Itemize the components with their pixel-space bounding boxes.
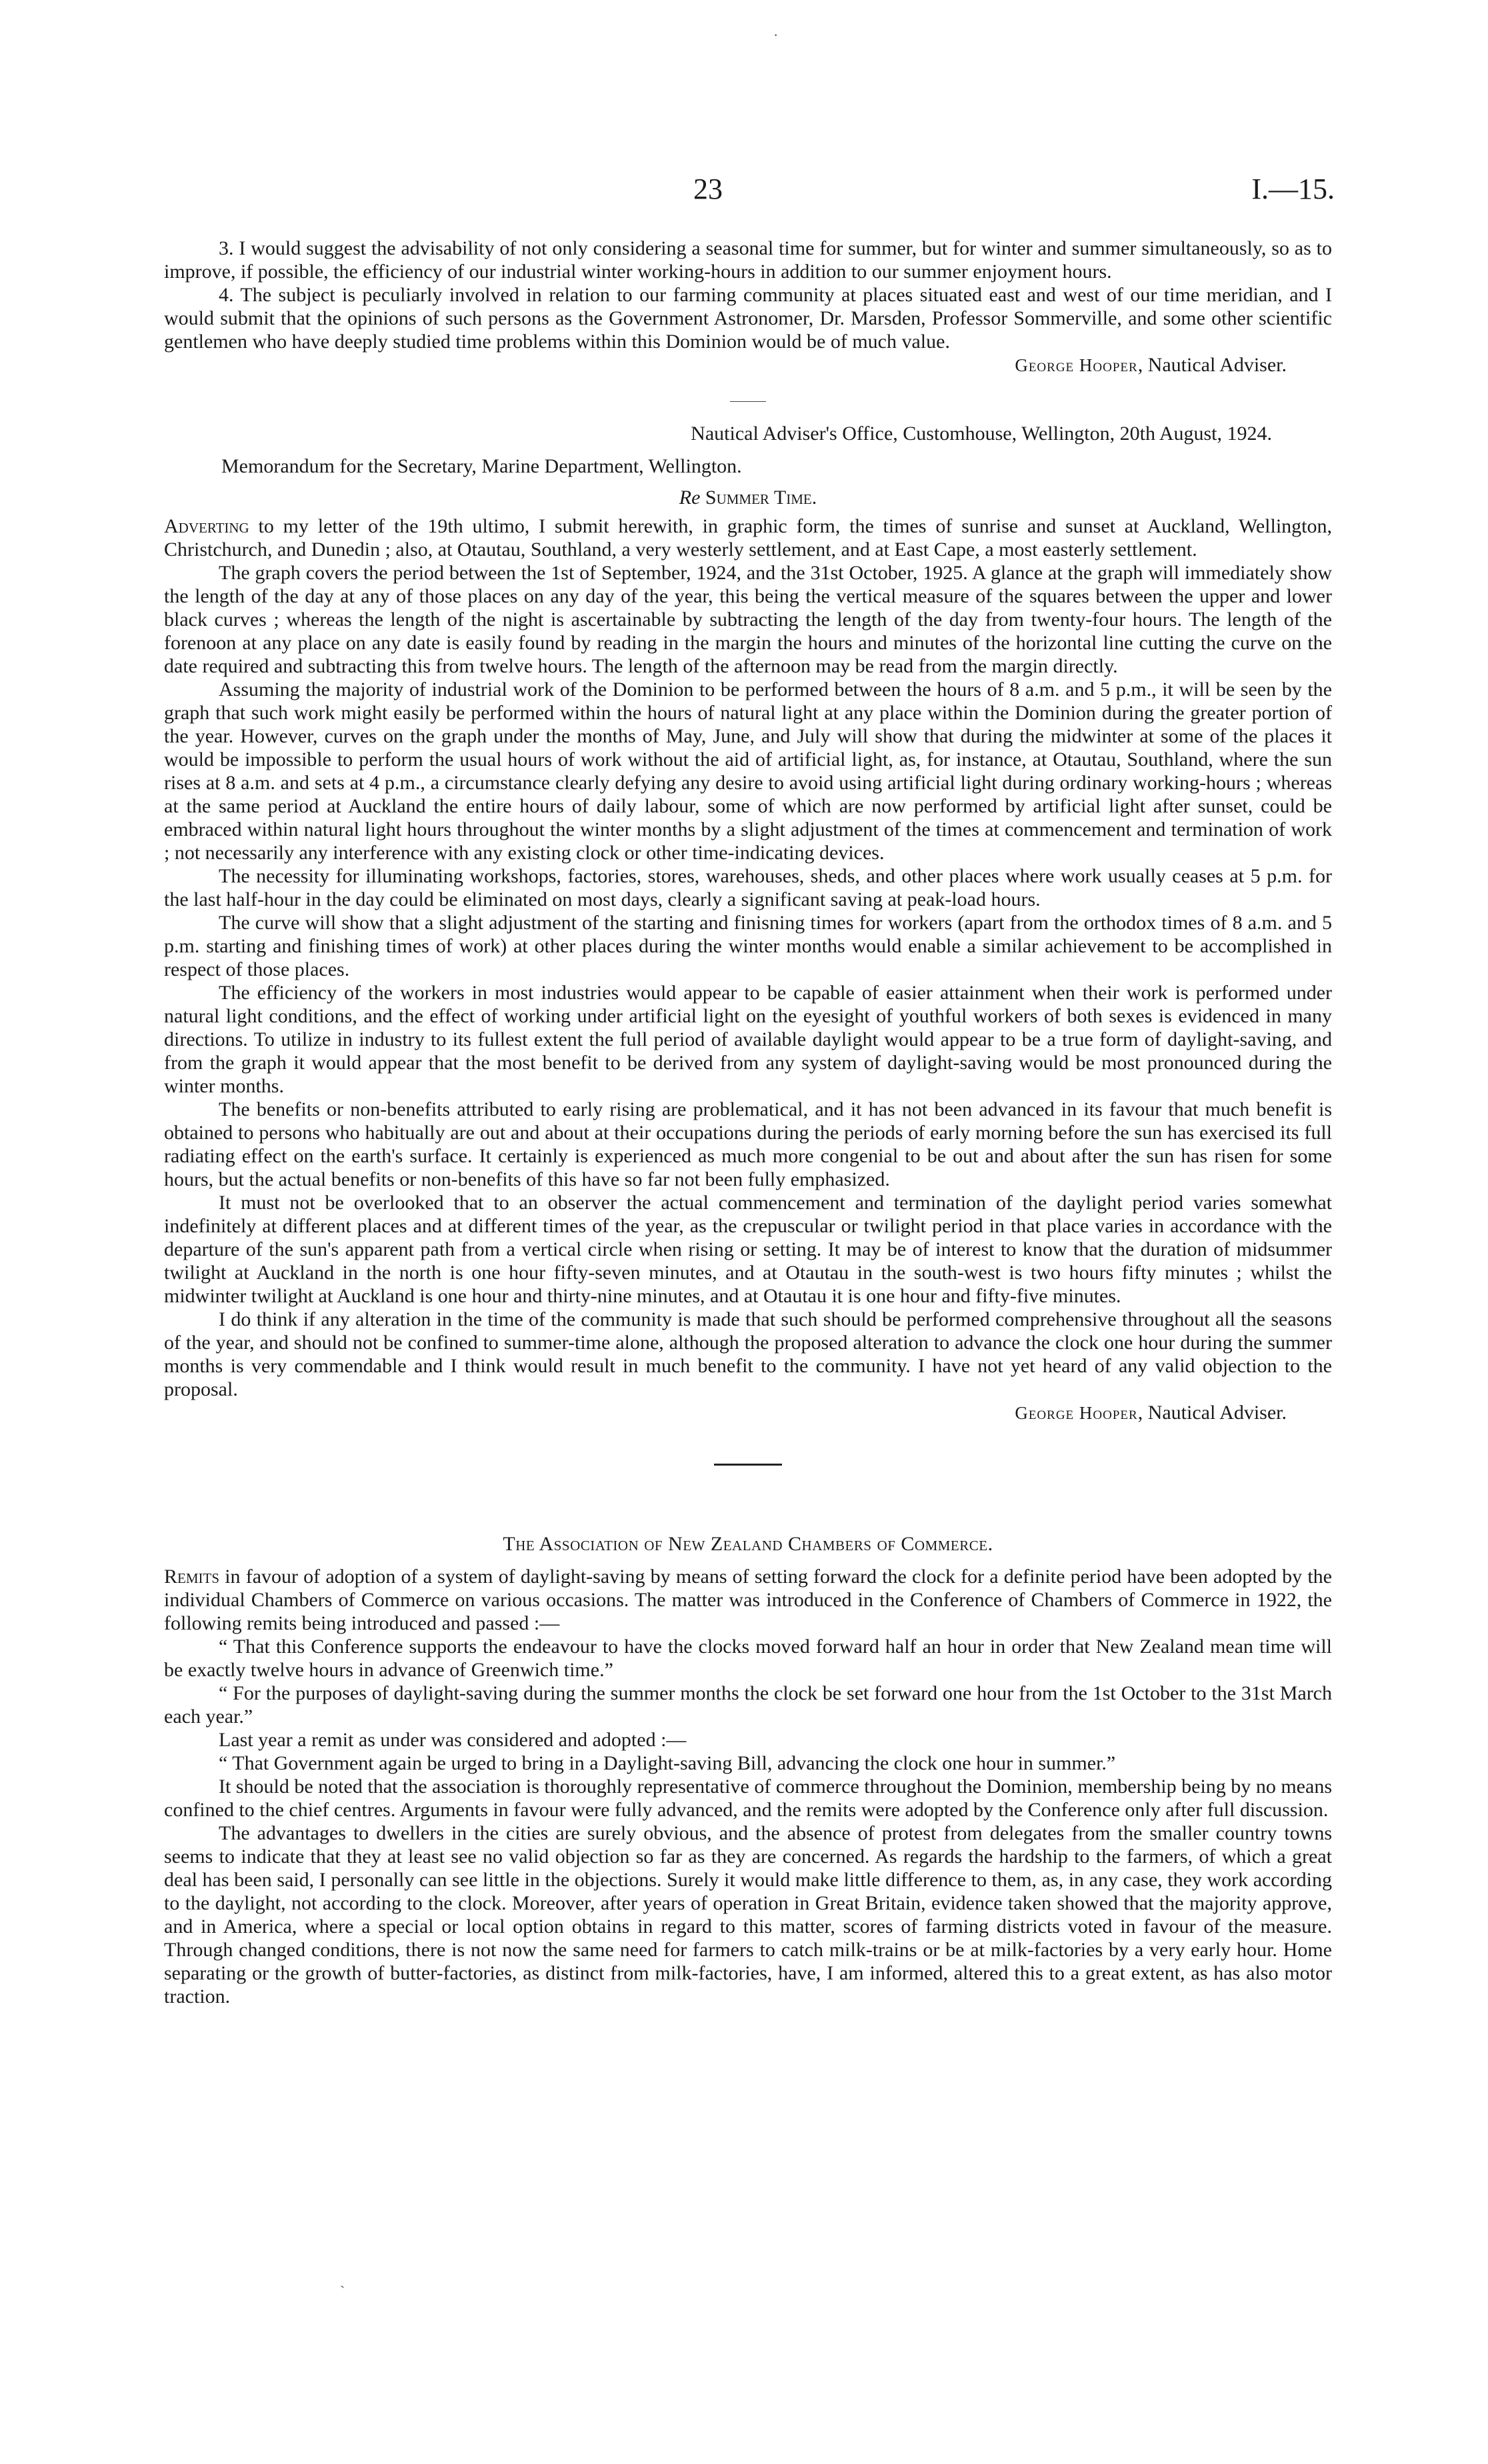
paragraph: “ For the purposes of daylight-saving during the summer months the clock be set forward one hour from the 1st October to the 31st March each year.” bbox=[164, 1682, 1332, 1728]
section-divider bbox=[714, 1464, 782, 1466]
memorandum-line: Memorandum for the Secretary, Marine Department, Wellington. bbox=[221, 455, 742, 477]
paragraph: 3. I would suggest the advisability of not only considering a seasonal time for summer, but for winter and summer simultaneously, so as to improve, if possible, the efficiency of our industrial winter working-hours in addition to our summer enjoyment hours. bbox=[164, 237, 1332, 283]
paragraph: It should be noted that the association is thoroughly representative of commerce throughout the Dominion, membership being by no means confined to the chief centres. Arguments in favour were fully advanced, and the remits were adopted by the Conference only after full discussion. bbox=[164, 1776, 1332, 1821]
paragraph: “ That this Conference supports the endeavour to have the clocks moved forward half an hour in order that New Zealand mean time will be exactly twelve hours in advance of Greenwich time.” bbox=[164, 1636, 1332, 1681]
page-content bbox=[164, 237, 1332, 2008]
letter-one bbox=[164, 237, 1332, 377]
paragraph: Assuming the majority of industrial work of the Dominion to be performed between the hours of 8 a.m. and 5 p.m., it will be seen by the graph that such work might easily be performed within the hours of natural light at any place within the Dominion during the greater portion of the year. However, curves on the graph under the months of May, June, and July will show that during the midwinter at some of the places it would be impossible to perform the usual hours of work without the aid of artificial light, as, for instance, at Otautau, Southland, where the sun rises at 8 a.m. and sets at 4 p.m., a circumstance clearly defying any desire to avoid using artificial light during ordinary working-hours ; whereas at the same period at Auckland the entire hours of daily labour, some of which are now performed by artificial light after sunset, could be embraced within natural light hours throughout the winter months by a slight adjustment of the times at commencement and termination of work ; not necessarily any interference with any existing clock or other time-indicating devices. bbox=[164, 678, 1332, 864]
signature-name: George Hooper bbox=[1015, 1403, 1138, 1423]
paragraph: 4. The subject is peculiarly involved in relation to our farming community at places situated east and west of our time meridian, and I would submit that the opinions of such persons as the Government Astronomer, Dr. Marsden, Professor Sommerville, and some other scientific gentlemen who have deeply studied time problems within this Dominion would be of much value. bbox=[164, 284, 1332, 353]
paragraph: The advantages to dwellers in the cities are surely obvious, and the absence of protest from delegates from the smaller country towns seems to indicate that they at least see no valid objection so far as they are concerned. As regards the hardship to the farmers, of which a great deal has been said, I personally can see little in the objections. Surely it would make little difference to them, as, in any case, they work according to the daylight, not according to the clock. Moreover, after years of operation in Great Britain, evidence taken showed that the majority approve, and in America, where a special or local option obtains in regard to this matter, scores of farming districts voted in favour of the measure. Through changed conditions, there is not now the same need for farmers to catch milk-trains or be at milk-factories by a very early hour. Home separating or the growth of butter-factories, as distinct from milk-factories, have, I am informed, altered this to a great extent, as has also motor traction. bbox=[164, 1822, 1332, 2007]
lead-word: Adverting bbox=[164, 515, 249, 537]
paragraph: I do think if any alteration in the time of the community is made that such should be performed comprehensive throughout all the seasons of the year, and should not be confined to summer-time alone, although the proposed alteration to advance the clock one hour during the summer months is very commendable and I think would result in much benefit to the community. I have not yet heard of any valid objection to the proposal. bbox=[164, 1308, 1332, 1400]
paragraph bbox=[164, 1565, 1332, 1635]
top-mark: · bbox=[773, 27, 779, 43]
chambers-of-commerce-section bbox=[164, 1532, 1332, 2008]
paragraph: The necessity for illuminating workshops, factories, stores, warehouses, sheds, and other places where work usually ceases at 5 p.m. for the last half-hour in the day could be eliminated on most days, clearly a significant saving at peak-load hours. bbox=[164, 865, 1332, 910]
page-number: 23 bbox=[693, 173, 723, 205]
paragraph: “ That Government again be urged to bring in a Daylight-saving Bill, advancing the clock one hour in summer.” bbox=[219, 1752, 1116, 1774]
separator-rule bbox=[730, 401, 766, 402]
document-reference: I.—15. bbox=[1251, 173, 1335, 205]
re-subject: Summer Time. bbox=[705, 487, 817, 509]
signature-title: , Nautical Adviser. bbox=[1137, 354, 1287, 376]
paragraph: It must not be overlooked that to an observer the actual commencement and termination of the daylight period varies somewhat indefinitely at different places and at different times of the year, as the crepuscular or twilight period in that place varies in accordance with the departure of the sun's apparent path from a vertical circle when rising or setting. It may be of interest to know that the duration of midsummer twilight at Auckland in the north is one hour fifty-seven minutes, and at Otautau in the south-west is two hours fifty minutes ; whilst the midwinter twilight at Auckland is one hour and thirty-nine minutes, and at Otautau it is one hour and fifty-five minutes. bbox=[164, 1192, 1332, 1307]
section-heading: The Association of New Zealand Chambers of Commerce. bbox=[503, 1533, 993, 1555]
paragraph: Last year a remit as under was considered and adopted :— bbox=[219, 1729, 687, 1751]
paragraph-text: in favour of adoption of a system of daylight-saving by means of setting forward the clock for a definite period have been adopted by the individual Chambers of Commerce on various occasions. The matter was introduced in the Conference of Chambers of Commerce in 1922, the following remits being introduced and passed :— bbox=[164, 1566, 1332, 1634]
paragraph: The benefits or non-benefits attributed to early rising are problematical, and it has not been advanced in its favour that much benefit is obtained to persons who habitually are out and about at their occupations during the periods of early morning before the sun has exercised its full radiating effect on the earth's surface. It certainly is experienced as much more congenial to be out and about after the sun has risen for some hours, but the actual benefits or non-benefits of this have so far not been fully emphasized. bbox=[164, 1098, 1332, 1190]
bottom-mark: ˋ bbox=[340, 2283, 345, 2299]
dateline: Nautical Adviser's Office, Customhouse, Wellington, 20th August, 1924. bbox=[691, 423, 1272, 445]
lead-word: Remits bbox=[164, 1566, 220, 1588]
subject-line bbox=[164, 486, 1332, 509]
signature-title: , Nautical Adviser. bbox=[1137, 1402, 1287, 1424]
signature bbox=[164, 1401, 1332, 1425]
paragraph: The graph covers the period between the 1st of September, 1924, and the 31st October, 1925. A glance at the graph will immediately show the length of the day at any of those places on any day of the year, this being the vertical measure of the squares between the upper and lower black curves ; whereas the length of the night is ascertainable by subtracting the length of the day from twenty-four hours. The length of the forenoon at any place on any date is easily found by reading in the margin the hours and minutes of the horizontal line cutting the curve on the date required and subtracting this from twelve hours. The length of the afternoon may be read from the margin directly. bbox=[164, 562, 1332, 677]
paragraph bbox=[164, 515, 1332, 561]
signature-name: George Hooper bbox=[1015, 355, 1138, 375]
paragraph: The curve will show that a slight adjustment of the starting and finisning times for workers (apart from the orthodox times of 8 a.m. and 5 p.m. starting and finishing times of work) at other places during the winter months would enable a similar achievement to be accomplished in respect of those places. bbox=[164, 912, 1332, 980]
signature bbox=[164, 353, 1332, 377]
re-prefix: Re bbox=[679, 487, 701, 509]
paragraph: The efficiency of the workers in most industries would appear to be capable of easier attainment when their work is performed under natural light conditions, and the effect of working under artificial light on the eyesight of youthful workers of both sexes is evidenced in many directions. To utilize in industry to its fullest extent the full period of available daylight would appear to be a true form of daylight-saving, and from the graph it would appear that the most benefit to be derived from any system of daylight-saving would be most pronounced during the winter months. bbox=[164, 982, 1332, 1097]
letter-two bbox=[164, 422, 1332, 1425]
paragraph-text: to my letter of the 19th ultimo, I submit herewith, in graphic form, the times of sunrise and sunset at Auckland, Wellington, Christchurch, and Dunedin ; also, at Otautau, Southland, a very westerly settlement, and at East Cape, a most easterly settlement. bbox=[164, 515, 1332, 561]
